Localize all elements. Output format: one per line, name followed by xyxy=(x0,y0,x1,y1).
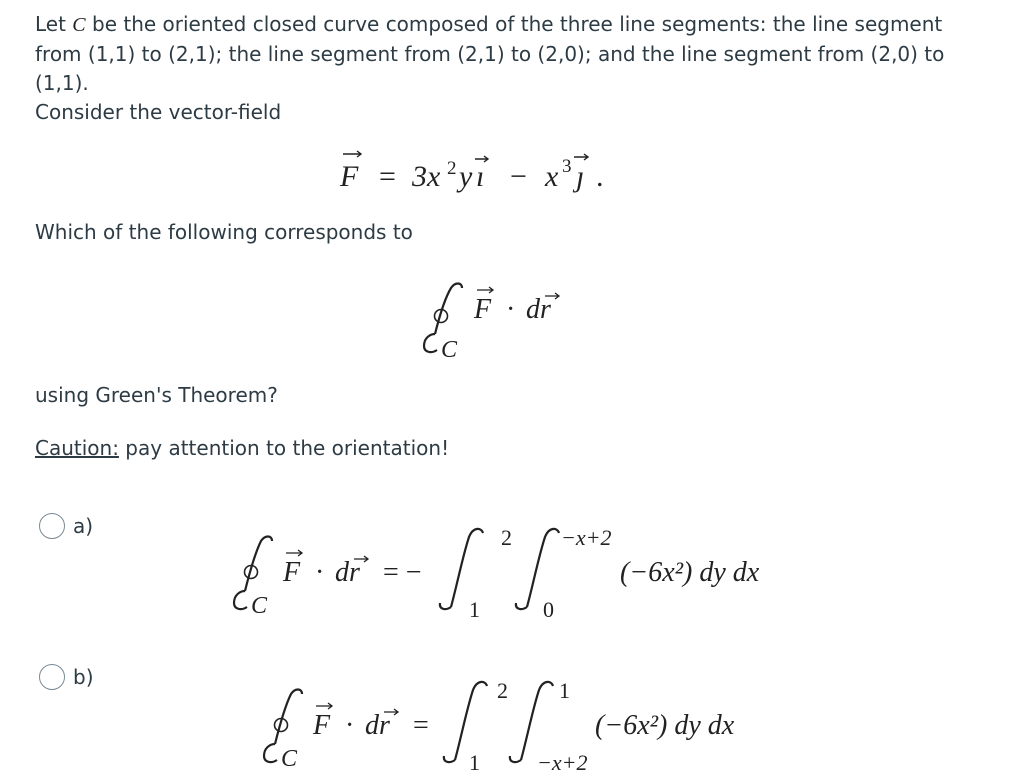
caution-line xyxy=(35,434,449,463)
green-theorem-text: using Green's Theorem? xyxy=(35,383,278,407)
vector-field-equation xyxy=(330,148,650,200)
option-b-cdot: · xyxy=(345,710,355,741)
integral-F: F xyxy=(474,294,492,325)
option-a-radio[interactable] xyxy=(39,513,65,539)
option-a-label[interactable]: a) xyxy=(73,514,94,538)
field-F: F xyxy=(340,160,359,193)
option-b-outer-integral xyxy=(444,682,487,762)
option-b-F: F xyxy=(313,710,331,741)
field-minus: − xyxy=(510,160,527,193)
field-period: . xyxy=(596,160,604,193)
integral-cdot: · xyxy=(506,294,516,325)
question-text: Which of the following corresponds to xyxy=(35,220,413,244)
caution-label: Caution: xyxy=(35,436,119,460)
integral-dr: dr xyxy=(526,294,551,325)
option-b-radio[interactable] xyxy=(39,664,65,690)
field-equals: = xyxy=(379,160,396,193)
option-a-equals: = − xyxy=(383,557,422,588)
option-a-outer-lower: 1 xyxy=(469,597,480,622)
option-a-inner-upper: −x+2 xyxy=(561,525,612,550)
field-j: ȷ xyxy=(576,160,585,193)
caution-text: pay attention to the orientation! xyxy=(118,436,450,460)
field-square: 2 xyxy=(447,158,457,179)
problem-statement xyxy=(35,10,995,127)
option-b-formula xyxy=(255,668,815,778)
option-a-dr: dr xyxy=(335,557,360,588)
intro-text: be the oriented closed curve composed of the three line segments: the line segment from (1,1) to (2,1); the line segment from (2,1) to (2,0); and the line segment from (2,0) to (1,1). xyxy=(35,12,945,95)
field-y: y xyxy=(459,160,473,193)
field-i: ı xyxy=(476,160,485,193)
consider-text: Consider the vector-field xyxy=(35,100,282,124)
option-b-integrand: (−6x²) dy dx xyxy=(595,710,735,741)
field-x: x xyxy=(545,160,559,193)
option-b-label[interactable]: b) xyxy=(73,665,94,689)
curve-variable: C xyxy=(72,14,86,36)
option-a-inner-lower: 0 xyxy=(543,597,554,622)
option-b-outer-upper: 2 xyxy=(497,678,508,703)
option-a-integrand: (−6x²) dy dx xyxy=(620,557,760,588)
option-a-C: C xyxy=(251,593,268,619)
intro-prefix: Let xyxy=(35,12,73,36)
option-a-formula xyxy=(225,515,825,625)
option-b-inner-lower: −x+2 xyxy=(537,750,588,775)
field-coef: 3x xyxy=(412,160,441,193)
field-cube: 3 xyxy=(562,156,572,177)
option-a-outer-upper: 2 xyxy=(501,525,512,550)
line-integral-display xyxy=(415,278,585,364)
option-b-C: C xyxy=(281,746,298,772)
option-b-dr: dr xyxy=(365,710,390,741)
option-a-cdot: · xyxy=(315,557,325,588)
option-b-inner-upper: 1 xyxy=(559,678,570,703)
option-a-F: F xyxy=(283,557,301,588)
option-b-outer-lower: 1 xyxy=(469,750,480,775)
integral-C: C xyxy=(441,337,458,363)
option-b-equals: = xyxy=(413,710,429,741)
